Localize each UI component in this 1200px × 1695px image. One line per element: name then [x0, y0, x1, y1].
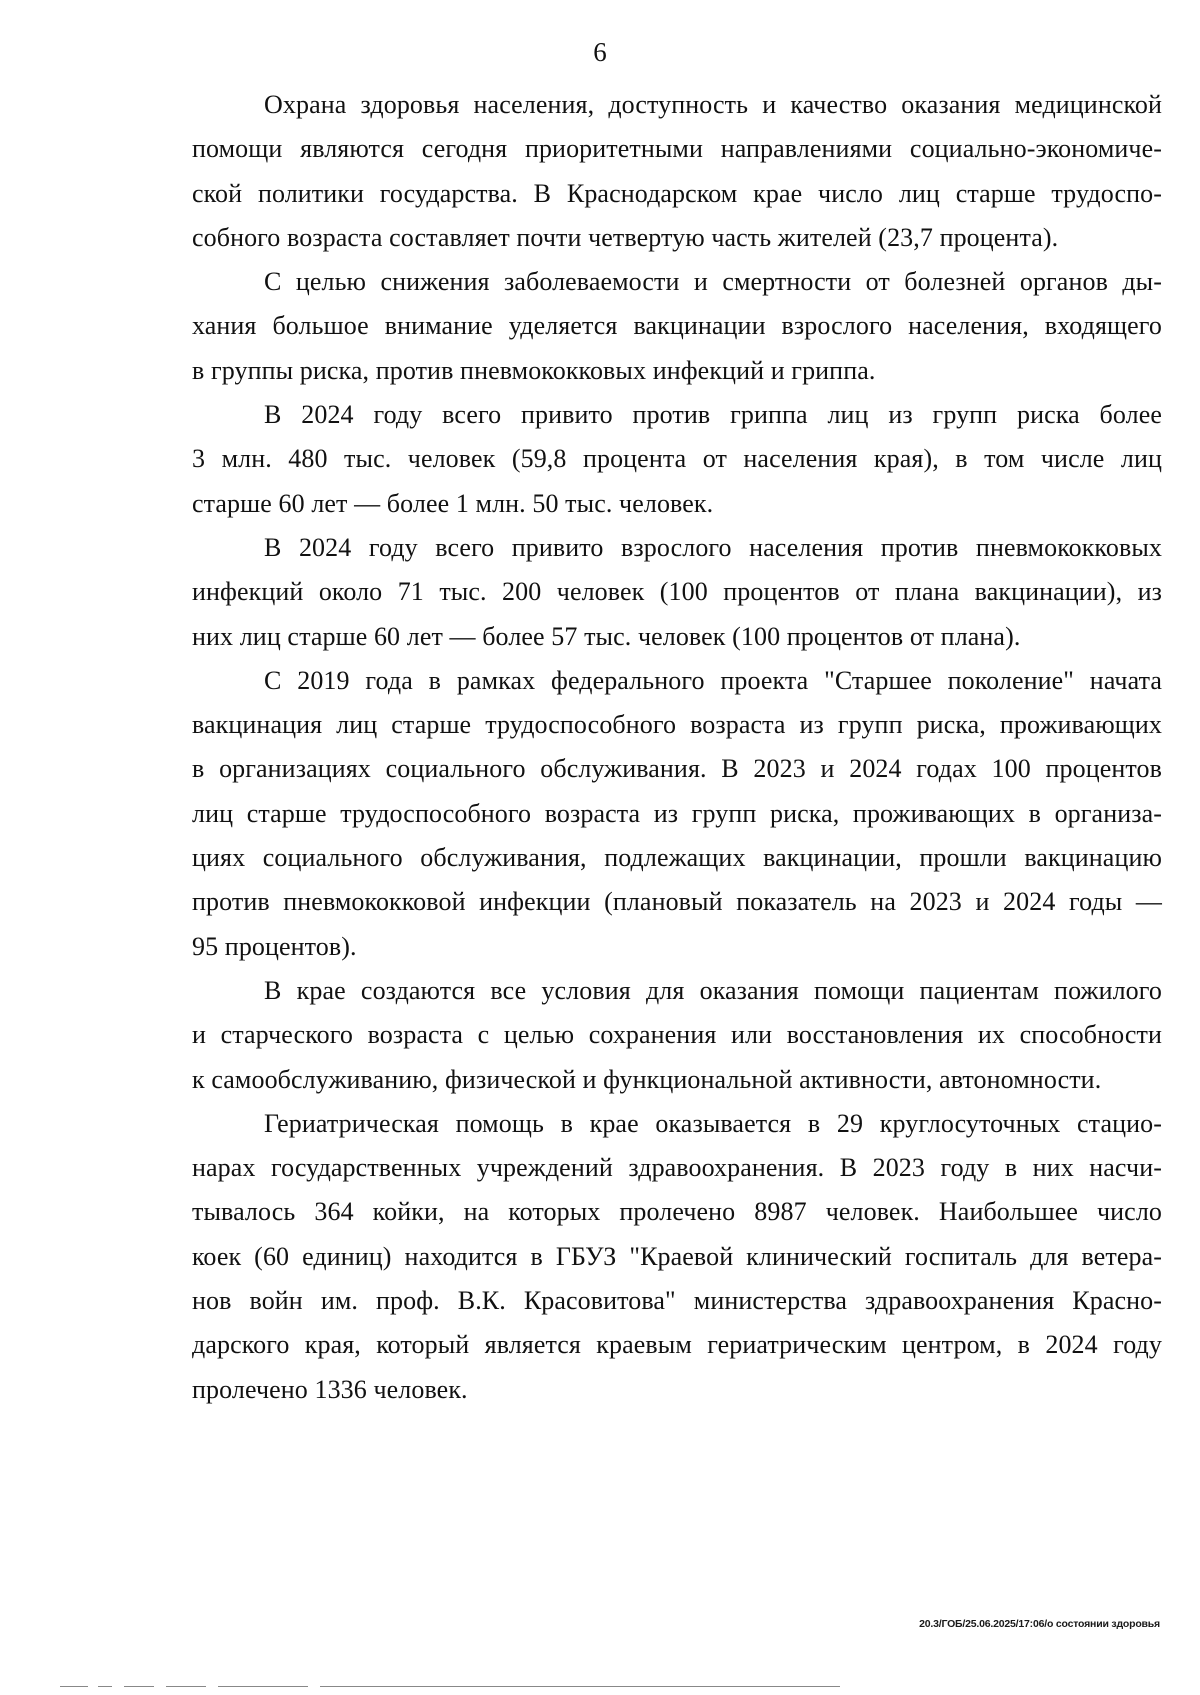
text-line: 95 процентов).	[192, 931, 357, 961]
paragraph	[192, 969, 1162, 1102]
paragraph	[192, 659, 1162, 969]
text-line: инфекций около 71 тыс. 200 человек (100 процентов от плана вакцинации), из	[192, 577, 1162, 607]
text-line: собного возраста составляет почти четвертую часть жителей (23,7 процента).	[192, 222, 1059, 252]
paragraph	[192, 526, 1162, 659]
text-line: С 2019 года в рамках федерального проекта "Старшее поколение" начата	[264, 665, 1162, 695]
paragraph	[192, 393, 1162, 526]
bottom-scan-rule	[60, 1686, 1150, 1687]
text-line: тывалось 364 койки, на которых пролечено 8987 человек. Наибольшее число	[192, 1197, 1162, 1227]
text-line: к самообслуживанию, физической и функциональной активности, автономности.	[192, 1064, 1102, 1094]
text-line: Охрана здоровья населения, доступность и качество оказания медицинской	[264, 90, 1162, 119]
text-line: помощи являются сегодня приоритетными направлениями социально-экономиче-	[192, 134, 1162, 164]
page-number: 6	[593, 37, 607, 67]
text-line: в группы риска, против пневмококковых инфекций и гриппа.	[192, 355, 876, 385]
text-line: коек (60 единиц) находится в ГБУЗ "Краевой клинический госпиталь для ветера-	[192, 1241, 1162, 1271]
text-line: В 2024 году всего привито против гриппа лиц из групп риска более	[264, 400, 1162, 430]
text-line: нов войн им. проф. В.К. Красовитова" министерства здравоохранения Красно-	[192, 1286, 1162, 1316]
paragraph	[192, 1102, 1162, 1412]
text-line: лиц старше трудоспособного возраста из групп риска, проживающих в организа-	[192, 798, 1162, 828]
text-line: В 2024 году всего привито взрослого населения против пневмококковых	[264, 532, 1162, 562]
document-body	[192, 83, 1162, 1412]
text-line: них лиц старше 60 лет — более 57 тыс. человек (100 процентов от плана).	[192, 621, 1021, 651]
text-line: против пневмококковой инфекции (плановый показатель на 2023 и 2024 годы —	[192, 887, 1162, 917]
paragraph	[192, 83, 1162, 260]
text-line: В крае создаются все условия для оказания помощи пациентам пожилого	[264, 975, 1162, 1005]
text-line: пролечено 1336 человек.	[192, 1374, 468, 1404]
text-line: нарах государственных учреждений здравоохранения. В 2023 году в них насчи-	[192, 1153, 1162, 1183]
text-line: старше 60 лет — более 1 млн. 50 тыс. человек.	[192, 488, 714, 518]
text-line: С целью снижения заболеваемости и смертности от болезней органов ды-	[264, 267, 1162, 297]
text-line: ской политики государства. В Краснодарском крае число лиц старше трудоспо-	[192, 178, 1162, 208]
text-line: в организациях социального обслуживания. В 2023 и 2024 годах 100 процентов	[192, 754, 1162, 784]
text-line: 3 млн. 480 тыс. человек (59,8 процента от населения края), в том числе лиц	[192, 444, 1162, 474]
paragraph	[192, 260, 1162, 393]
text-line: хания большое внимание уделяется вакцинации взрослого населения, входящего	[192, 311, 1162, 341]
text-line: дарского края, который является краевым гериатрическим центром, в 2024 году	[192, 1330, 1162, 1360]
text-line: и старческого возраста с целью сохранения или восстановления их способности	[192, 1020, 1162, 1050]
text-line: циях социального обслуживания, подлежащих вакцинации, прошли вакцинацию	[192, 843, 1162, 873]
text-line: вакцинация лиц старше трудоспособного возраста из групп риска, проживающих	[192, 710, 1162, 740]
text-line: Гериатрическая помощь в крае оказывается в 29 круглосуточных стацио-	[264, 1108, 1162, 1138]
footer-document-code: 20.3/ГОБ/25.06.2025/17:06/о состоянии здоровья	[919, 1618, 1160, 1630]
